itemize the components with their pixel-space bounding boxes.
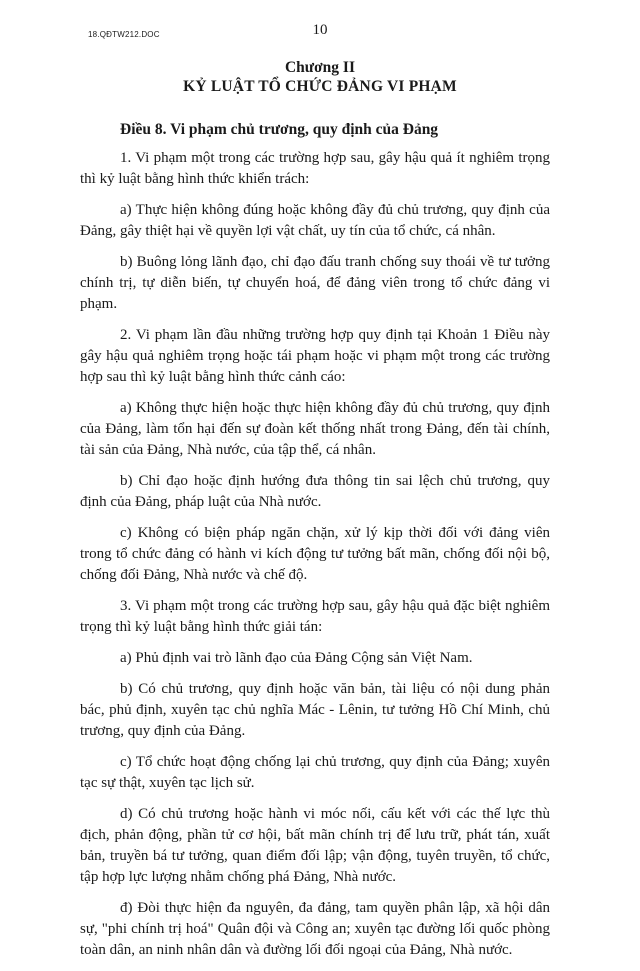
paragraph: d) Có chủ trương hoặc hành vi móc nối, cấu kết với các thế lực thù địch, phản động, phần tử cơ hội, bất mãn chính trị để lưu trữ, phát tán, xuất bản, truyền bá tư tưởng, quan điểm đối lập; vận động, tuyên truyền, tổ chức, tập hợp lực lượng nhằm chống phá Đảng, Nhà nước.: [80, 806, 550, 885]
document-body: [80, 148, 550, 971]
paragraph: a) Phủ định vai trò lãnh đạo của Đảng Cộng sản Việt Nam.: [120, 650, 473, 666]
chapter-number: Chương II: [284, 59, 355, 76]
paragraph: đ) Đòi thực hiện đa nguyên, đa đảng, tam quyền phân lập, xã hội dân sự, "phi chính trị hoá" Quân đội và Công an; xuyên tạc đường lối quốc phòng toàn dân, an ninh nhân dân và đường lối đối ngoại của Đảng, Nhà nước.: [80, 900, 550, 958]
paragraph: b) Buông lỏng lãnh đạo, chỉ đạo đấu tranh chống suy thoái về tư tưởng chính trị, tự diễn biến, tự chuyển hoá, để đảng viên trong tổ chức đảng vi phạm.: [80, 254, 550, 312]
paragraph: b) Chỉ đạo hoặc định hướng đưa thông tin sai lệch chủ trương, quy định của Đảng, pháp luật của Nhà nước.: [80, 473, 550, 510]
file-tag: 18.QĐTW212.DOC: [88, 30, 160, 39]
paragraph: a) Không thực hiện hoặc thực hiện không đầy đủ chủ trương, quy định của Đảng, làm tổn hại đến sự đoàn kết thống nhất trong Đảng, đến tài chính, tài sản của Đảng, Nhà nước, của tập thể, cá nhân.: [80, 400, 550, 458]
paragraph: a) Thực hiện không đúng hoặc không đầy đủ chủ trương, quy định của Đảng, gây thiệt hại về quyền lợi vật chất, uy tín của tổ chức, cá nhân.: [80, 202, 550, 239]
paragraph: 3. Vi phạm một trong các trường hợp sau, gây hậu quả đặc biệt nghiêm trọng thì kỷ luật bằng hình thức giải tán:: [80, 598, 550, 635]
paragraph: 2. Vi phạm lần đầu những trường hợp quy định tại Khoản 1 Điều này gây hậu quả nghiêm trọng hoặc tái phạm hoặc vi phạm một trong các trường hợp sau thì kỷ luật bằng hình thức cảnh cáo:: [80, 327, 550, 385]
page-number: 10: [312, 22, 328, 38]
article-heading: Điều 8. Vi phạm chủ trương, quy định của Đảng: [120, 121, 439, 138]
paragraph: 1. Vi phạm một trong các trường hợp sau, gây hậu quả ít nghiêm trọng thì kỷ luật bằng hình thức khiển trách:: [80, 150, 550, 187]
chapter-title: KỶ LUẬT TỔ CHỨC ĐẢNG VI PHẠM: [183, 78, 457, 95]
paragraph: b) Có chủ trương, quy định hoặc văn bản, tài liệu có nội dung phản bác, phủ định, xuyên tạc chủ nghĩa Mác - Lênin, tư tưởng Hồ Chí Minh, chủ trương, quy định của Đảng.: [80, 681, 550, 739]
paragraph: c) Không có biện pháp ngăn chặn, xử lý kịp thời đối với đảng viên trong tổ chức đảng có hành vi kích động tư tưởng bất mãn, chống đối nội bộ, chống đối Đảng, Nhà nước và chế độ.: [80, 525, 550, 583]
paragraph: c) Tổ chức hoạt động chống lại chủ trương, quy định của Đảng; xuyên tạc sự thật, xuyên tạc lịch sử.: [80, 754, 550, 791]
